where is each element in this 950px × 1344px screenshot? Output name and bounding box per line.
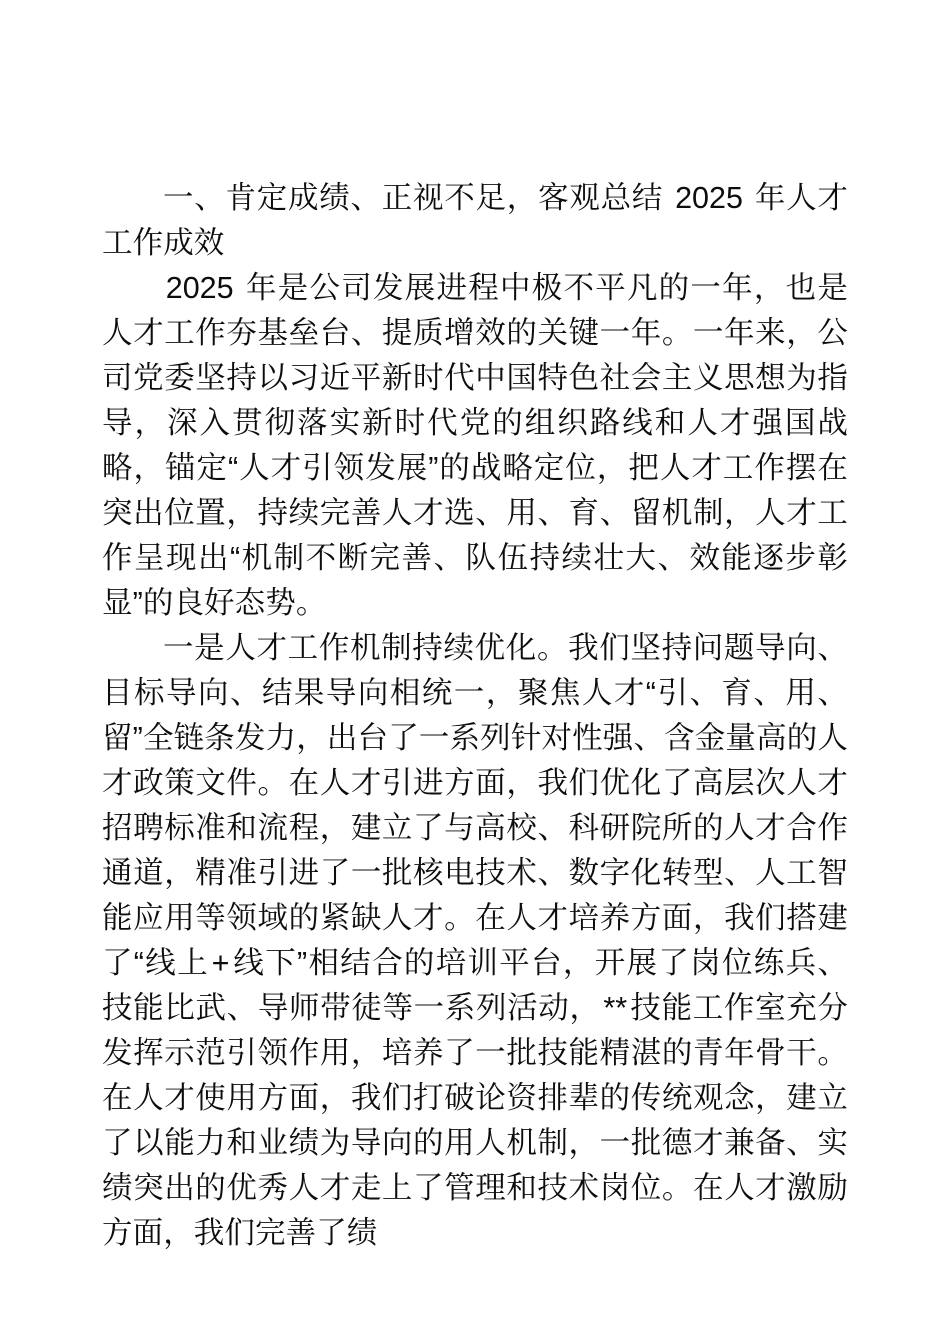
- latin-run: 2025: [165, 271, 234, 305]
- latin-run: 2025: [675, 181, 743, 215]
- document-text-body: [102, 176, 848, 1256]
- latin-run: +: [211, 946, 230, 980]
- latin-run: **: [603, 991, 628, 1025]
- section-heading: 一、肯定成绩、正视不足，客观总结 2025 年人才工作成效: [102, 181, 848, 260]
- body-paragraph-point-one: 一是人才工作机制持续优化。我们坚持问题导向、目标导向、结果导向相统一，聚焦人才“引、育、用、留”全链条发力，出台了一系列针对性强、含金量高的人才政策文件。在人才引进方面，我们优化了高层次人才招聘标准和流程，建立了与高校、科研院所的人才合作通道，精准引进了一批核电技术、数字化转型、人工智能应用等领域的紧缺人才。在人才培养方面，我们搭建了“线上+线下”相结合的培训平台，开展了岗位练兵、技能比武、导师带徒等一系列活动，**技能工作室充分发挥示范引领作用，培养了一批技能精湛的青年骨干。在人才使用方面，我们打破论资排辈的传统观念，建立了以能力和业绩为导向的用人机制，一批德才兼备、实绩突出的优秀人才走上了管理和技术岗位。在人才激励方面，我们完善了绩: [102, 631, 848, 1250]
- body-paragraph-overview: 2025 年是公司发展进程中极不平凡的一年，也是人才工作夯基垒台、提质增效的关键一年。一年来，公司党委坚持以习近平新时代中国特色社会主义思想为指导，深入贯彻落实新时代党的组织路线和人才强国战略，锚定“人才引领发展”的战略定位，把人才工作摆在突出位置，持续完善人才选、用、育、留机制，人才工作呈现出“机制不断完善、队伍持续壮大、效能逐步彰显”的良好态势。: [102, 271, 848, 620]
